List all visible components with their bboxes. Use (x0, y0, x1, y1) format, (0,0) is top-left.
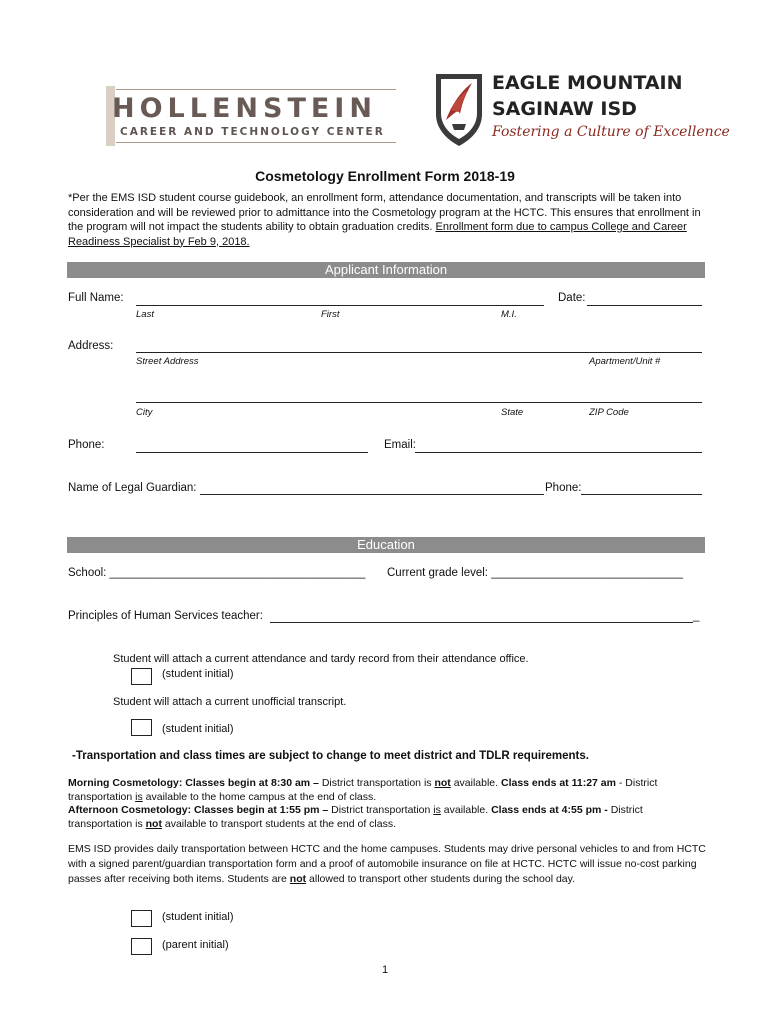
logo-rule (116, 89, 396, 90)
hollenstein-subtitle: CAREER AND TECHNOLOGY CENTER (120, 126, 385, 138)
morning-is: is (135, 790, 143, 803)
full-name-label: Full Name: (68, 292, 124, 304)
logo-rule (116, 142, 396, 143)
intro-deadline: Enrollment form due to campus College and Career Readiness Specialist by Feb 9, 2018. (68, 221, 687, 248)
guardian-label: Name of Legal Guardian: (68, 482, 197, 494)
afternoon-text: District transportation is (68, 804, 643, 830)
emisd-logo (432, 68, 730, 148)
morning-ends: Class ends at 11:27 am (500, 777, 616, 789)
grade-level-field[interactable]: Current grade level: ______________________________ (387, 567, 684, 579)
transportation-notice: -Transportation and class times are subject to change to meet district and TDLR requirements. (72, 750, 589, 762)
intro-text: *Per the EMS ISD student course guidebook, an enrollment form, attendance documentation, and transcripts will be taken into consideration and will be reviewed prior to admittance into the Cosmetology program at the HCTC. This ensures that enrollment in the program will not impact the students ability to obtain graduation credits. (68, 192, 701, 233)
guardian-phone-label: Phone: (545, 482, 582, 494)
section-header-applicant: Applicant Information (67, 262, 705, 278)
emisd-tagline: Fostering a Culture of Excellence (492, 124, 730, 140)
guardian-phone-field[interactable] (581, 494, 702, 495)
policy-text: allowed to transport other students during the school day. (306, 873, 576, 885)
transcript-instruction: Student will attach a current unofficial transcript. (113, 696, 347, 708)
guardian-name-field[interactable] (200, 494, 544, 495)
emisd-name-line2: SAGINAW ISD (492, 98, 637, 120)
teacher-field[interactable] (270, 622, 693, 623)
school-field[interactable]: School: ________________________________________ (68, 567, 366, 579)
address-label: Address: (68, 340, 114, 352)
morning-schedule (68, 777, 708, 804)
phone-field[interactable] (136, 452, 368, 453)
morning-not: not (434, 777, 451, 789)
afternoon-label: Afternoon Cosmetology: Classes begin at 1:55 pm – (68, 804, 329, 816)
transcript-initial-box[interactable] (131, 719, 152, 736)
policy-not: not (289, 873, 307, 885)
afternoon-schedule (68, 804, 708, 831)
teacher-field-tail: _ (693, 610, 700, 622)
morning-text: available to the home campus at the end of class. (142, 790, 377, 803)
eagle-shield-icon (432, 68, 486, 148)
caption-mi: M.I. (501, 309, 517, 320)
hollenstein-logo (106, 86, 396, 146)
transport-student-initial-box[interactable] (131, 910, 152, 927)
caption-zip: ZIP Code (589, 407, 629, 418)
afternoon-text: available. (440, 804, 492, 816)
caption-state: State (501, 407, 524, 418)
afternoon-is: is (433, 804, 441, 816)
phone-label: Phone: (68, 439, 105, 451)
afternoon-not: not (145, 817, 162, 830)
email-label: Email: (384, 439, 416, 451)
caption-city: City (136, 407, 153, 418)
transport-parent-initial-label: (parent initial) (162, 939, 229, 951)
afternoon-ends: Class ends at 4:55 pm - (491, 804, 608, 816)
emisd-name-line1: EAGLE MOUNTAIN (492, 72, 683, 94)
transcript-initial-label: (student initial) (162, 723, 234, 735)
transportation-policy (68, 842, 708, 887)
street-address-field[interactable] (136, 352, 702, 353)
morning-text: - District transportation (68, 777, 658, 803)
page-title: Cosmetology Enrollment Form 2018-19 (255, 168, 515, 184)
date-field[interactable] (587, 305, 702, 306)
hollenstein-name: HOLLENSTEIN (112, 93, 377, 124)
afternoon-text: District transportation (328, 804, 434, 816)
caption-street: Street Address (136, 356, 199, 367)
city-state-zip-field[interactable] (136, 402, 702, 403)
policy-text: EMS ISD provides daily transportation between HCTC and the home campuses. Students may drive personal vehicles to and from HCTC with a signed parent/guardian transportation form and a proof of automobile insurance on file at HCTC. HCTC will issue no-cost parking passes after receiving both items. Students are (68, 843, 706, 885)
afternoon-text: available to transport students at the end of class. (161, 817, 397, 830)
section-header-education: Education (67, 537, 705, 553)
morning-label: Morning Cosmetology: Classes begin at 8:30 am – (68, 777, 319, 789)
morning-text: available. (450, 777, 501, 789)
morning-text: District transportation is (318, 777, 435, 789)
transport-parent-initial-box[interactable] (131, 938, 152, 955)
teacher-label: Principles of Human Services teacher: (68, 610, 263, 622)
attendance-instruction: Student will attach a current attendance and tardy record from their attendance office. (113, 653, 529, 665)
transport-student-initial-label: (student initial) (162, 911, 234, 923)
date-label: Date: (558, 292, 586, 304)
attendance-initial-label: (student initial) (162, 668, 234, 680)
full-name-field[interactable] (136, 305, 544, 306)
intro-paragraph (68, 191, 708, 249)
caption-last: Last (136, 309, 154, 320)
page-number: 1 (382, 964, 389, 976)
caption-apt: Apartment/Unit # (589, 356, 661, 367)
email-field[interactable] (415, 452, 702, 453)
caption-first: First (321, 309, 340, 320)
attendance-initial-box[interactable] (131, 668, 152, 685)
